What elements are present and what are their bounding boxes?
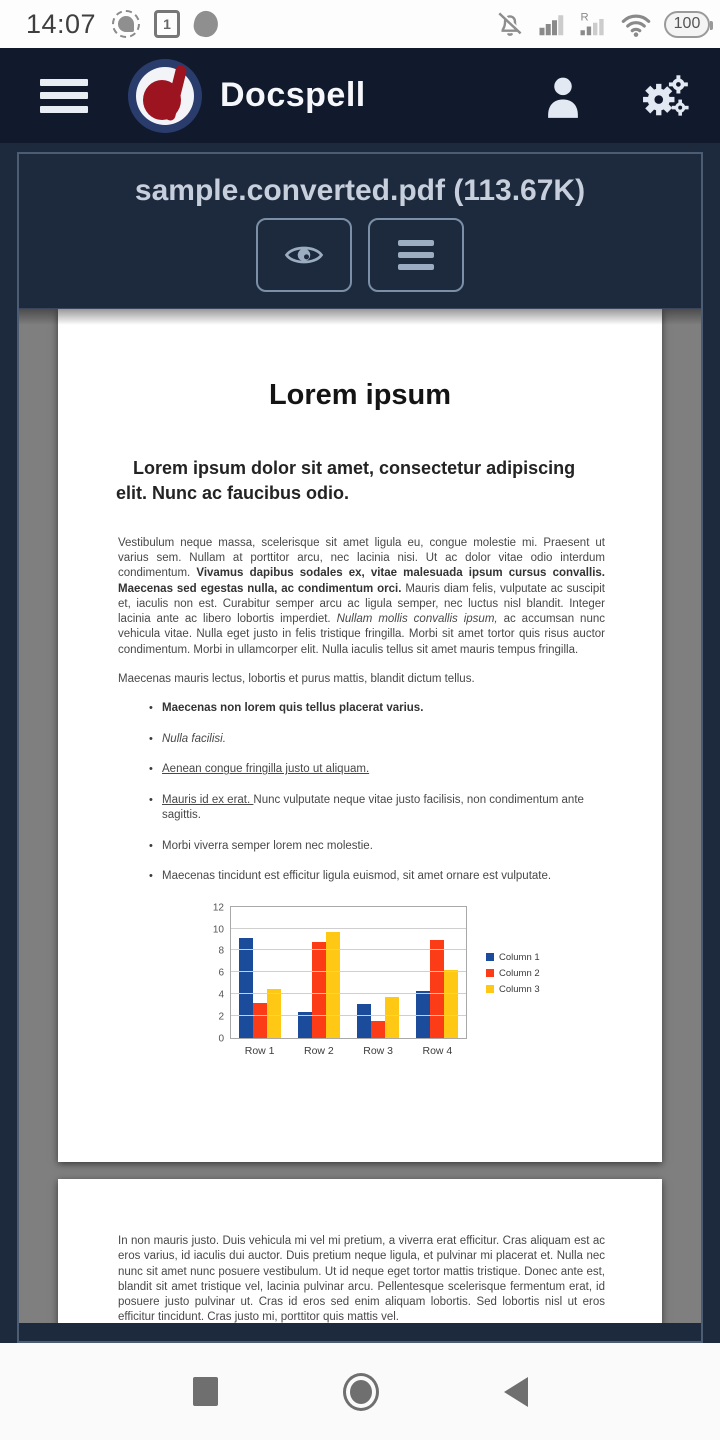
chart-plot: [230, 906, 467, 1039]
gridline: [231, 1015, 466, 1016]
recents-button[interactable]: [193, 1377, 218, 1406]
clock: 14:07: [26, 8, 97, 39]
bar-column-2: [312, 942, 326, 1038]
menu-bar: [40, 79, 88, 86]
legend-label: Column 2: [499, 967, 540, 979]
bar-group: [231, 907, 290, 1038]
bar-chart: [204, 900, 624, 1072]
wifi-icon: [619, 8, 653, 40]
bar-column-3: [326, 932, 340, 1037]
bar-column-1: [239, 938, 253, 1037]
list-icon: [398, 240, 434, 270]
pdf-page-1: [58, 309, 662, 1162]
text-segment: Morbi viverra semper lorem nec molestie.: [162, 839, 373, 852]
attachment-panel: [17, 152, 703, 1343]
legend-swatch: [486, 985, 494, 993]
chart-legend: [486, 952, 540, 995]
app-title: Docspell: [220, 76, 366, 114]
chart-bars: [231, 907, 466, 1038]
bell-muted-icon: [494, 8, 526, 40]
pdf-viewer[interactable]: [19, 308, 701, 1323]
battery-icon: [664, 11, 710, 38]
eye-icon: [284, 240, 324, 270]
x-tick-label: Row 2: [303, 1044, 334, 1057]
home-button-dot: [350, 1380, 372, 1404]
attachment-menu-button[interactable]: [368, 218, 464, 292]
legend-swatch: [486, 969, 494, 977]
y-tick-label: 2: [218, 1011, 224, 1023]
calendar-date: 1: [163, 16, 171, 32]
text-segment: Mauris diam felis, vulputate ac suscipit et, iaculis non est. Curabitur semper arcu ac ligula semper, nec luctus nisl blandit. Integer lacinia ante ac libero lobortis imperdiet.: [118, 582, 605, 626]
text-segment: Nullam mollis convallis ipsum,: [336, 613, 498, 626]
text-segment: Vivamus dapibus sodales ex, vitae malesuada ipsum cursus convallis. Maecenas sed egestas nulla, ac condimentum orci.: [118, 567, 605, 595]
legend-swatch: [486, 953, 494, 961]
document-paragraph: In non mauris justo. Duis vehicula mi vel mi pretium, a viverra erat efficitur. Cras aliquam est ac eros varius, id iaculis dui auctor. Duis pretium neque ligula, et pulvinar mi placerat et. Nulla nec nunc sit amet nunc posuere vestibulum. Ut id neque eget tortor mattis tristique. Donec ante est, blandit sit amet tristique vel, lacinia pulvinar arcu. Pellentesque scelerisque fermentum erat, id posuere justo pulvinar ut. Cras id eros sed enim aliquam lobortis. Sed lobortis nisl ut eros efficitur tincidunt. Cras justo mi, porttitor quis mattis vel.: [118, 1235, 605, 1323]
gridline: [231, 949, 466, 950]
docspell-logo[interactable]: [128, 59, 202, 133]
signal-messenger-icon: [112, 10, 140, 38]
app-header: [0, 48, 720, 143]
settings-gears-icon[interactable]: [640, 71, 690, 121]
menu-icon[interactable]: [40, 79, 88, 113]
document-paragraph: Maecenas mauris lectus, lobortis et purus mattis, blandit dictum tellus.: [118, 672, 475, 685]
menu-bar: [40, 92, 88, 99]
bar-group: [290, 907, 349, 1038]
list-bar: [398, 240, 434, 246]
notification-icons: [112, 10, 218, 38]
legend-row: [486, 968, 540, 979]
bar-column-1: [357, 1004, 371, 1038]
x-tick-label: Row 4: [422, 1044, 453, 1057]
header-actions: [542, 71, 690, 121]
home-button[interactable]: [343, 1373, 379, 1411]
legend-label: Column 3: [499, 983, 540, 995]
cellular-signal-icon: [537, 9, 567, 39]
system-status-icons: [494, 8, 710, 40]
y-tick-label: 12: [212, 902, 224, 914]
text-segment: Nulla facilisi.: [162, 732, 226, 745]
svg-text:R: R: [580, 11, 589, 24]
document-bullet-list: [162, 701, 605, 885]
y-tick-label: 10: [212, 924, 224, 936]
gridline: [231, 928, 466, 929]
y-tick-label: 6: [218, 967, 224, 979]
list-item: [162, 732, 605, 748]
signal-messenger-bubble: [118, 16, 134, 32]
chart-y-axis: [204, 902, 224, 1045]
list-item: [162, 839, 605, 855]
user-icon[interactable]: [542, 72, 584, 120]
calendar-icon: [154, 10, 180, 38]
list-item: [162, 762, 605, 778]
legend-label: Column 1: [499, 951, 540, 963]
attachment-toolbar: [19, 218, 701, 292]
list-item: [162, 793, 605, 824]
list-bar: [398, 252, 434, 258]
x-tick-label: Row 3: [363, 1044, 393, 1057]
bar-group: [349, 907, 408, 1038]
list-item: [162, 701, 605, 717]
chat-app-icon: [192, 9, 221, 39]
list-bar: [398, 264, 434, 270]
gridline: [231, 971, 466, 972]
text-segment: Vestibulum neque massa, scelerisque sit amet ligula eu, congue molestie mi. Praesent ut varius sem. Nullam at porttitor arcu, nec lacinia nisi. Ut ac dolor vitae odio interdum condimentum.: [118, 536, 605, 580]
y-tick-label: 0: [218, 1033, 224, 1045]
document-paragraph: [118, 536, 605, 658]
legend-row: [486, 952, 540, 963]
preview-button[interactable]: [256, 218, 352, 292]
y-tick-label: 8: [218, 945, 224, 957]
battery-percent: 100: [673, 15, 701, 32]
status-bar: [0, 0, 720, 48]
x-tick-label: Row 1: [244, 1044, 275, 1057]
gridline: [231, 993, 466, 994]
document-subtitle: Lorem ipsum dolor sit amet, consectetur adipiscing elit. Nunc ac faucibus odio.: [116, 458, 576, 503]
menu-bar: [40, 106, 88, 113]
back-button[interactable]: [504, 1377, 528, 1407]
pdf-page-2: [58, 1179, 662, 1323]
bar-column-3: [267, 989, 281, 1038]
bar-column-2: [371, 1021, 385, 1037]
text-segment: Maecenas tincidunt est efficitur ligula euismod, sit amet ornare est vulputate.: [162, 870, 552, 883]
bar-column-3: [444, 970, 458, 1038]
roaming-signal-icon: [578, 9, 608, 39]
text-segment: ac accumsan nunc vehicula vitae. Nulla eget justo in felis tristique fringilla. Morbi sit amet tortor quis risus auctor condimentum. Morbi in ullamcorper elit. Nulla iaculis tellus sit amet mauris tempus fringilla.: [118, 613, 605, 656]
bar-column-2: [430, 940, 444, 1038]
text-segment: Aenean congue fringilla justo ut aliquam.: [162, 763, 370, 776]
bar-group: [407, 907, 466, 1038]
bar-column-3: [385, 997, 399, 1037]
android-nav-bar: [0, 1343, 720, 1440]
file-title: sample.converted.pdf (113.67K): [134, 174, 586, 207]
text-segment: Nunc vulputate neque vitae justo facilisis, non condimentum ante sagittis.: [162, 793, 584, 822]
text-segment: Maecenas non lorem quis tellus placerat varius.: [162, 702, 424, 715]
y-tick-label: 4: [218, 989, 224, 1001]
bar-column-2: [253, 1003, 267, 1038]
document-title: Lorem ipsum: [268, 379, 452, 411]
chart-x-axis: [230, 1045, 467, 1057]
text-segment: Mauris id ex erat.: [162, 793, 254, 806]
list-item: [162, 869, 605, 885]
legend-row: [486, 984, 540, 995]
